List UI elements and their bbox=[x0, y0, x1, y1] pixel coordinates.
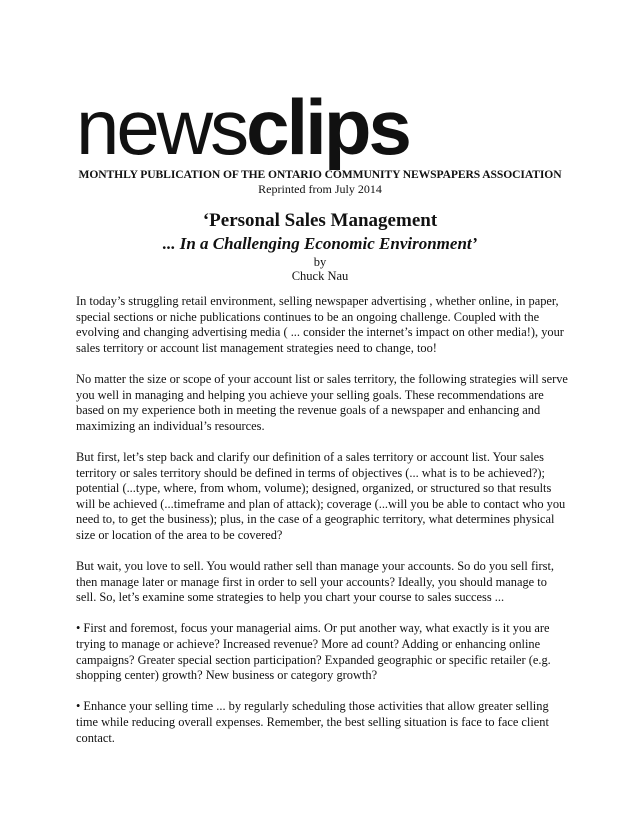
article-body bbox=[76, 294, 568, 762]
byline bbox=[0, 255, 640, 283]
byline-author: Chuck Nau bbox=[291, 269, 349, 283]
byline-by: by bbox=[313, 255, 327, 269]
article-subtitle: ... In a Challenging Economic Environment’ bbox=[162, 234, 478, 253]
masthead-logo bbox=[76, 83, 409, 171]
paragraph-intro: In today’s struggling retail environment, selling newspaper advertising , whether online, in paper, special sections or niche publications continues to be an ongoing challenge. Coupled with the evolving and changing advertising media ( ... consider the internet’s impact on other media!), your sales territory or account list management strategies need to change, too! bbox=[76, 294, 564, 355]
article-title: ‘Personal Sales Management bbox=[202, 210, 438, 231]
paragraph-definition: But first, let’s step back and clarify our definition of a sales territory or account list. Your sales territory or sales territory should be defined in terms of objectives (... what is to be achieved?); potential (...type, where, from whom, volume); designed, organized, or structured so that results will be achieved (...timeframe and plan of attack); coverage (...will you be able to contact who you need to, to get the business); plus, in the case of a geographic territory, what determines physical size or location of the area to be covered? bbox=[76, 449, 566, 542]
paragraph-bullet-focus: • First and foremost, focus your managerial aims. Or put another way, what exactly is it you are trying to manage or achieve? Increased revenue? More ad count? Adding or enhancing online campaigns? Greater special section participation? Expanded geographic or specific retailer (e.g. shopping center) growth? New business or category growth? bbox=[76, 621, 551, 683]
publication-line: MONTHLY PUBLICATION OF THE ONTARIO COMMUNITY NEWSPAPERS ASSOCIATION bbox=[78, 168, 562, 181]
paragraph-manage-to-sell: But wait, you love to sell. You would rather sell than manage your accounts. So do you sell first, then manage later or manage first in order to sell your accounts? Ideally, you should manage to sell. So, let’s examine some strategies to help you chart your course to sales success ... bbox=[76, 559, 555, 605]
paragraph-strategies: No matter the size or scope of your account list or sales territory, the following strategies will serve you well in managing and helping you achieve your selling goals. These recommendations are based on my experience both in meeting the revenue goals of a newspaper and enhancing and maximizing an individual’s resources. bbox=[76, 371, 568, 433]
masthead-clips: clips bbox=[246, 83, 409, 171]
reprint-note: Reprinted from July 2014 bbox=[258, 182, 382, 196]
paragraph-bullet-selling-time: • Enhance your selling time ... by regularly scheduling those activities that allow greater selling time while reducing overall expenses. Remember, the best selling situation is face to face client contact. bbox=[76, 699, 549, 745]
masthead-news: news bbox=[76, 83, 247, 171]
